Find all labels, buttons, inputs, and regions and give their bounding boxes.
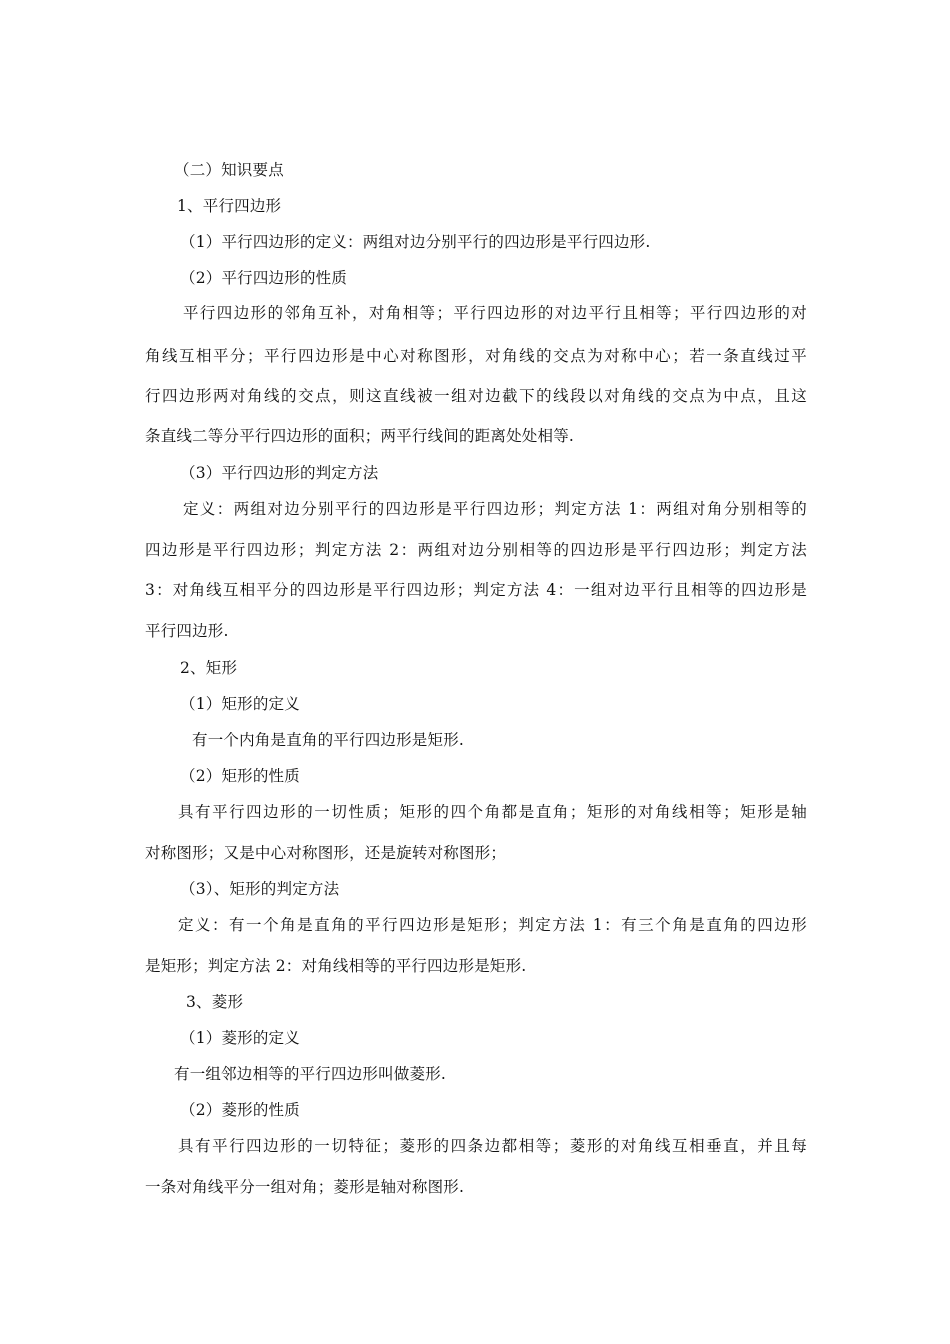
paragraph-rectangle-criteria-line: 是矩形；判定方法 2：对角线相等的平行四边形是矩形. [145,957,527,975]
paragraph-parallelogram-criteria-line: 3：对角线互相平分的四边形是平行四边形；判定方法 4：一组对边平行且相等的四边形是 [145,581,807,599]
heading-rhombus: 3、菱形 [186,993,244,1011]
paragraph-rectangle-definition: 有一个内角是直角的平行四边形是矩形. [192,731,465,749]
subheading-rectangle-criteria: （3）、矩形的判定方法 [180,880,340,898]
subheading-rhombus-properties: （2）菱形的性质 [180,1101,300,1119]
paragraph-rectangle-properties-line: 对称图形；又是中心对称图形，还是旋转对称图形； [145,844,507,862]
paragraph-parallelogram-criteria-line: 定义：两组对边分别平行的四边形是平行四边形；判定方法 1：两组对角分别相等的 [183,500,807,518]
paragraph-rhombus-properties-line: 一条对角线平分一组对角；菱形是轴对称图形. [145,1178,465,1196]
paragraph-parallelogram-properties-line: 条直线二等分平行四边形的面积；两平行线间的距离处处相等. [145,427,575,445]
paragraph-rhombus-properties-line: 具有平行四边形的一切特征；菱形的四条边都相等；菱形的对角线互相垂直，并且每 [178,1137,807,1155]
subheading-rectangle-properties: （2）矩形的性质 [180,767,300,785]
paragraph-parallelogram-properties-line: 行四边形两对角线的交点，则这直线被一组对边截下的线段以对角线的交点为中点，且这 [145,387,807,405]
subheading-parallelogram-criteria: （3）平行四边形的判定方法 [180,464,379,482]
subheading-parallelogram-properties: （2）平行四边形的性质 [180,269,348,287]
paragraph-parallelogram-criteria-line: 四边形是平行四边形；判定方法 2：两组对边分别相等的四边形是平行四边形；判定方法 [145,541,807,559]
paragraph-parallelogram-properties-line: 平行四边形的邻角互补，对角相等；平行四边形的对边平行且相等；平行四边形的对 [183,304,807,322]
heading-rectangle: 2、矩形 [180,659,238,677]
paragraph-rectangle-criteria-line: 定义：有一个角是直角的平行四边形是矩形；判定方法 1：有三个角是直角的四边形 [178,916,807,934]
heading-parallelogram: 1、平行四边形 [177,197,282,215]
section-heading: （二）知识要点 [174,161,284,179]
subheading-rhombus-definition: （1）菱形的定义 [180,1029,300,1047]
paragraph-rectangle-properties-line: 具有平行四边形的一切性质；矩形的四个角都是直角；矩形的对角线相等；矩形是轴 [178,803,807,821]
paragraph-parallelogram-criteria-line: 平行四边形. [145,622,229,640]
subheading-rectangle-definition: （1）矩形的定义 [180,695,300,713]
paragraph-parallelogram-definition: （1）平行四边形的定义：两组对边分别平行的四边形是平行四边形. [180,233,651,251]
paragraph-parallelogram-properties-line: 角线互相平分；平行四边形是中心对称图形，对角线的交点为对称中心；若一条直线过平 [145,347,807,365]
paragraph-rhombus-definition: 有一组邻边相等的平行四边形叫做菱形. [174,1065,447,1083]
